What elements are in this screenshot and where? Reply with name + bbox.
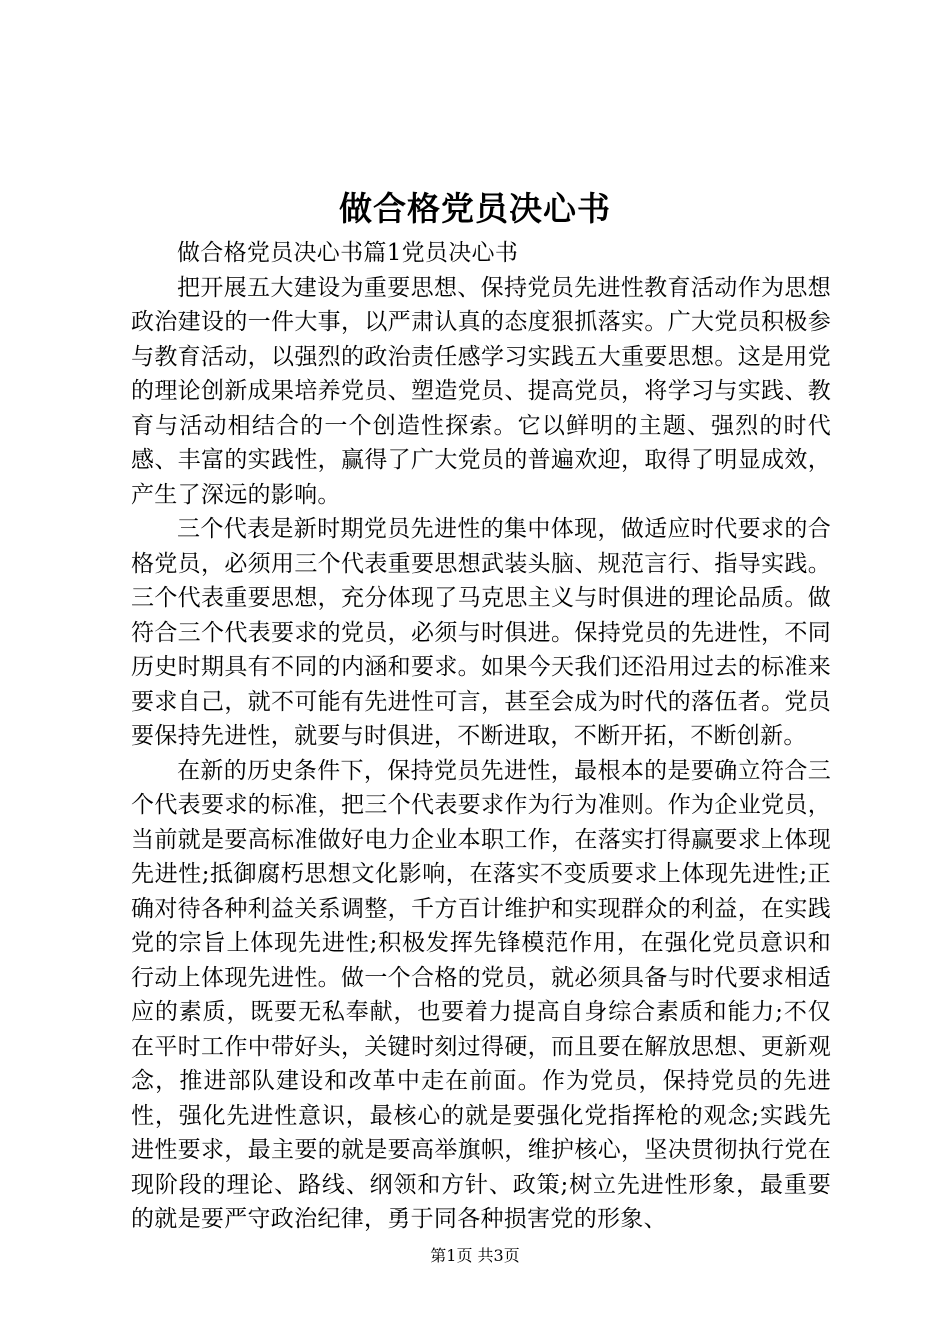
body-paragraph: 在新的历史条件下，保持党员先进性，最根本的是要确立符合三个代表要求的标准，把三个代表要求作为行为准则。作为企业党员，当前就是要高标准做好电力企业本职工作，在落实打得赢要求上体现先进性;抵御腐朽思想文化影响，在落实不变质要求上体现先进性;正确对待各种利益关系调整，千方百计维护和实现群众的利益，在实践党的宗旨上体现先进性;积极发挥先锋模范作用，在强化党员意识和行动上体现先进性。做一个合格的党员，就必须具备与时代要求相适应的素质，既要无私奉献，也要着力提高自身综合素质和能力;不仅在平时工作中带好头，关键时刻过得硬，而且要在解放思想、更新观念，推进部队建设和改革中走在前面。作为党员，保持党员的先进性，强化先进性意识，最核心的就是要强化党指挥枪的观念;实践先进性要求，最主要的就是要高举旗帜，维护核心，坚决贯彻执行党在现阶段的理论、路线、纲领和方针、政策;树立先进性形象，最重要的就是要严守政治纪律，勇于同各种损害党的形象、 xyxy=(131,757,831,1232)
body-paragraph: 把开展五大建设为重要思想、保持党员先进性教育活动作为思想政治建设的一件大事，以严肃认真的态度狠抓落实。广大党员积极参与教育活动，以强烈的政治责任感学习实践五大重要思想。这是用党的理论创新成果培养党员、塑造党员、提高党员，将学习与实践、教育与活动相结合的一个创造性探索。它以鲜明的主题、强烈的时代感、丰富的实践性，赢得了广大党员的普遍欢迎，取得了明显成效，产生了深远的影响。 xyxy=(131,274,831,508)
body-paragraph: 三个代表是新时期党员先进性的集中体现，做适应时代要求的合格党员，必须用三个代表重要思想武装头脑、规范言行、指导实践。三个代表重要思想，充分体现了马克思主义与时俱进的理论品质。做符合三个代表要求的党员，必须与时俱进。保持党员的先进性，不同历史时期具有不同的内涵和要求。如果今天我们还沿用过去的标准来要求自己，就不可能有先进性可言，甚至会成为时代的落伍者。党员要保持先进性，就要与时俱进，不断进取，不断开拓，不断创新。 xyxy=(131,516,831,749)
page-footer: 第1页 共3页 xyxy=(430,1246,520,1265)
body-paragraph: 做合格党员决心书篇1党员决心书 xyxy=(177,240,519,266)
document-title: 做合格党员决心书 xyxy=(339,189,611,228)
document-body xyxy=(131,236,831,1237)
